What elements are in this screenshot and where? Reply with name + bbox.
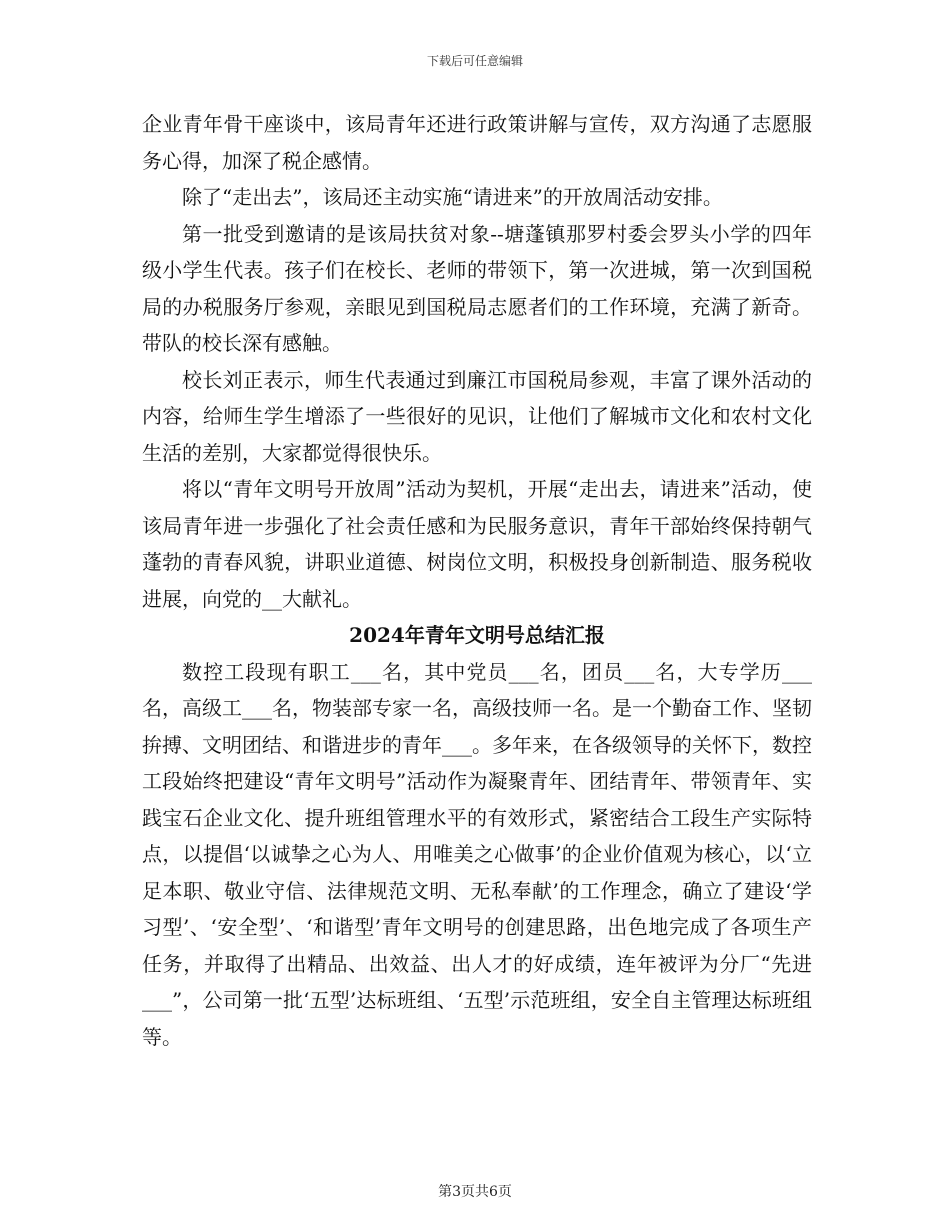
- paragraph-continuation: 企业青年骨干座谈中，该局青年还进行政策讲解与宣传，双方沟通了志愿服务心得，加深了税企感情。: [142, 112, 812, 173]
- page-header-note: 下载后可任意编辑: [426, 54, 523, 68]
- paragraph: 校长刘正表示，师生代表通过到廉江市国税局参观，丰富了课外活动的内容，给师生学生增添了一些很好的见识，让他们了解城市文化和农村文化生活的差别，大家都觉得很快乐。: [142, 367, 812, 465]
- section-title: 2024年青年文明号总结汇报: [349, 623, 605, 647]
- page-number: 第3页共6页: [438, 1184, 512, 1200]
- paragraph: 除了“走出去”，该局还主动实施“请进来”的开放周活动安排。: [182, 185, 723, 209]
- document-body: [142, 106, 812, 1055]
- paragraph: 第一批受到邀请的是该局扶贫对象--塘蓬镇那罗村委会罗头小学的四年级小学生代表。孩子们在校长、老师的带领下，第一次进城，第一次到国税局的办税服务厅参观，亲眼见到国税局志愿者们的工作环境，充满了新奇。带队的校长深有感触。: [142, 221, 812, 355]
- paragraph: 数控工段现有职工___名，其中党员___名，团员___名，大专学历___名，高级工___名，物装部专家一名，高级技师一名。是一个勤奋工作、坚韧拚搏、文明团结、和谐进步的青年___。多年来，在各级领导的关怀下，数控工段始终把建设“青年文明号”活动作为凝聚青年、团结青年、带领青年、实践宝石企业文化、提升班组管理水平的有效形式，紧密结合工段生产实际特点，以提倡‘以诚挚之心为人、用唯美之心做事’的企业价值观为核心，以‘立足本职、敬业守信、法律规范文明、无私奉献’的工作理念，确立了建设‘学习型’、‘安全型’、‘和谐型’青年文明号的创建思路，出色地完成了各项生产任务，并取得了出精品、出效益、出人才的好成绩，连年被评为分厂“先进___”，公司第一批‘五型’达标班组、‘五型’示范班组，安全自主管理达标班组等。: [142, 659, 812, 1049]
- paragraph: 将以“青年文明号开放周”活动为契机，开展“走出去，请进来”活动，使该局青年进一步强化了社会责任感和为民服务意识，青年干部始终保持朝气蓬勃的青春风貌，讲职业道德、树岗位文明，积极投身创新制造、服务税收进展，向党的__大献礼。: [142, 477, 812, 611]
